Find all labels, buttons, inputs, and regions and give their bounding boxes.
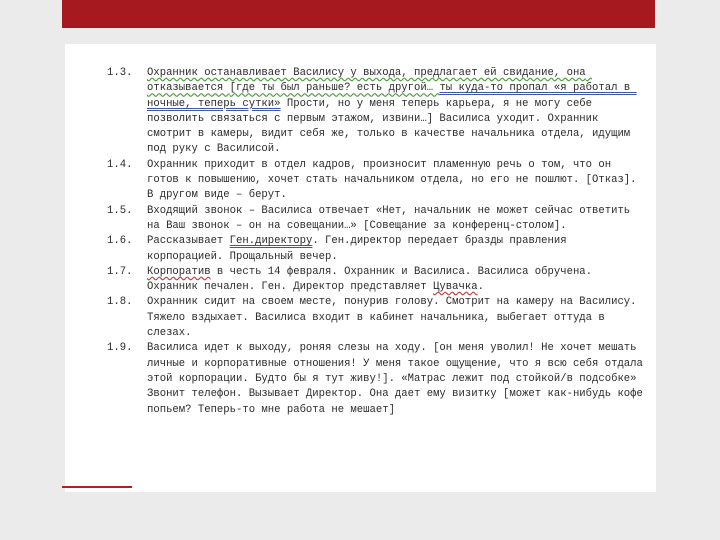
list-item xyxy=(107,265,646,296)
list-item-number: 1.7. xyxy=(107,265,133,278)
text-run: Василиса идет к выходу, роняя слезы на ходу. [он меня уволил! Не хочет мешать личные и корпоративные отношения! У меня такое ощущение, что я всю себя отдала этой корпорации. Будто бы я тут живу!]. «Матрас лежит под стойкой/в подсобке» Звонит телефон. Вызывает Директор. Она дает ему визитку [может как-нибудь кофе попьем? Теперь-то мне работа не мешает] xyxy=(147,342,650,416)
list-item-number: 1.5. xyxy=(107,204,133,217)
list-item-text xyxy=(147,204,646,235)
list-item xyxy=(107,66,646,158)
list-item-number: 1.6. xyxy=(107,235,133,248)
list-item xyxy=(107,204,646,235)
footer-accent-rule xyxy=(62,486,132,488)
list-item xyxy=(107,158,646,204)
list-item xyxy=(107,295,646,341)
text-run: Цувачка xyxy=(433,281,478,294)
list-item-number: 1.8. xyxy=(107,296,133,309)
text-run: Входящий звонок – Василиса отвечает «Нет, начальник не может сейчас ответить на Ваш звонок – он на совещании…» [Совещание за конференц-столом]. xyxy=(147,204,637,232)
list-item-text xyxy=(147,341,650,417)
list-item-number: 1.4. xyxy=(107,158,133,171)
text-run: ты куда-то пропал «я работал в ночные, теперь сутки» xyxy=(147,82,637,110)
list-item-number: 1.9. xyxy=(107,342,133,355)
list-item-text xyxy=(147,66,646,158)
text-run: Прости, но у меня теперь карьера, я не могу себе позволить связаться с первым этажом, извини…] Василиса уходит. Охранник смотрит в камеры, видит себя же, только в качестве начальника отдела, идущим под руку с Василисой. xyxy=(147,97,637,156)
text-run: . Ген.директор передает бразды правления корпорацией. Прощальный вечер. xyxy=(147,235,573,263)
list-item xyxy=(107,234,646,265)
text-run: [где ты был раньше? есть другой… xyxy=(229,82,440,95)
text-run: Корпоратив xyxy=(147,265,211,278)
text-run: . xyxy=(477,281,484,294)
list-item-text xyxy=(147,295,646,341)
header-accent-band xyxy=(62,0,655,28)
text-run: Охранник останавливает Василису у выхода, предлагает ей свидание, она отказывается xyxy=(147,67,593,95)
text-run: Ген.директору xyxy=(229,235,313,248)
text-run: Охранник приходит в отдел кадров, произносит пламенную речь о том, что он готов к повышению, хочет стать начальником отдела, но его не пошлют. [Отказ]. В другом виде – берут. xyxy=(147,158,643,202)
document-page xyxy=(65,44,656,492)
text-run: в честь 14 февраля. Охранник и Василиса. Василиса обручена. Охранник печален. Ген. Директор представляет xyxy=(147,265,599,294)
list-item-text xyxy=(147,234,646,265)
numbered-list xyxy=(107,66,650,418)
list-item-text xyxy=(147,265,646,296)
list-item xyxy=(107,341,650,417)
text-run: Охранник сидит на своем месте, понурив голову. Смотрит на камеру на Василису. Тяжело вздыхает. Василиса входит в кабинет начальника, выбегает оттуда в слезах. xyxy=(147,296,643,340)
list-item-number: 1.3. xyxy=(107,67,133,79)
list-item-text xyxy=(147,158,646,204)
text-run: Рассказывает xyxy=(147,235,230,248)
